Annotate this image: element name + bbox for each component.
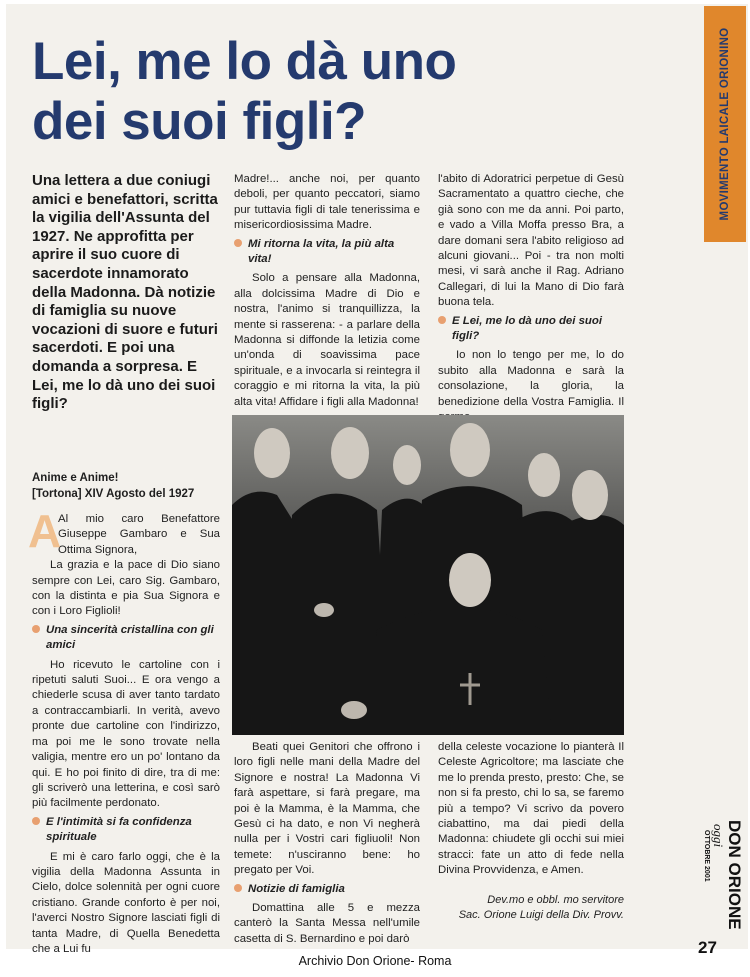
paragraph: Madre!... anche noi, per quanto deboli, per quanto peccatori, siamo pur tuttavia figli di tale tenerissima e misericordiosissima Madre. (234, 173, 420, 232)
column-3-bottom (438, 740, 624, 923)
paragraph: E mi è caro farlo oggi, che è la vigilia della Madonna Assunta in Cielo, dolce solennità per ogni cuore cristiano. Grande conforto è per noi, l'averci Nostro Signore lasciati figli di tanta Madre, di Quella Benedetta che a Lui fu (32, 850, 220, 955)
paragraph: l'abito di Adoratrici perpetue di Gesù Sacramentato a quattro cieche, che già sono con me da anni. Poi parto, e vado a Villa Moffa presso Bra, a dare domani sera l'abito religioso ad alcuni giovani... Poi - tra non molti mesi, vi sarà anche il Rag. Adriano Callegari, di lui la Mano di Dio farà buona tela. (438, 173, 624, 309)
paragraph: Ho ricevuto le cartoline con i ripetuti saluti Suoi... E ora vengo a chiederle scusa di aver tanto tardato a contraccambiarli. In verità, avevo pronte due cartoline con l'indirizzo, ma poi me le sono trovate nella valigia, mentre ero un po' lontano da qui. E ho poi finito di dire, tra di me: gli scriverò una letterina, e così sarò più facilmente perdonato. (32, 658, 220, 810)
article-title (32, 32, 672, 152)
column-3 (438, 172, 624, 426)
salutation: Al mio caro Benefattore Giuseppe Gambaro e Sua Ottima Signora, (58, 513, 220, 556)
drop-cap-letter: A (28, 505, 62, 557)
signature-line-1: Dev.mo e obbl. mo servitore (487, 893, 624, 906)
bullet-icon (234, 884, 242, 892)
intro-text: Una lettera a due coniugi amici e benefattori, scritta la vigilia dell'Assunta del 1927. Ne approfitta per aprire il suo cuore di sacerdote innamorato della Madonna. Dà notizie di famiglia su nuove vocazioni di suore e futuri sacerdoti. E poi una domanda a sorpresa. E Lei, me lo dà uno dei suoi figli? (32, 172, 218, 413)
group-photo (232, 415, 624, 735)
archive-caption: Archivio Don Orione- Roma (298, 954, 452, 968)
paragraph: Solo a pensare alla Madonna, alla dolcissima Madre di Dio e nostra, l'animo si tranquillizza, la mente si rasserena: - a parlare della Madonna si diffonde la letizia come un'onda di soavissima pace spirituale, e a invocarla si reintegra il coraggio e mi ritorna la vita, la più alta vita! Affidare i figli alla Madonna! (234, 272, 420, 408)
subheading (234, 882, 420, 897)
subheading (32, 623, 220, 654)
section-tag (704, 6, 746, 242)
paragraph: della celeste vocazione lo pianterà Il Celeste Agricoltore; ma lasciate che me lo prenda presto, presto: Che, se non si fa presto, chi lo sa, se faremo più a tempo? Vi scrivo da povero ciabattino, ma dai piedi della Madonna: chiudete gli occhi sui miei stracci: fate un atto di fede nella Divina Provvidenza, e Amen. (438, 741, 624, 877)
section-tag-label: MOVIMENTO LAICALE ORIONINO (719, 27, 731, 221)
bullet-icon (32, 625, 40, 633)
drop-cap (28, 505, 62, 557)
paragraph: Io non lo tengo per me, lo do subito alla Madonna e sarà la consolazione, la gloria, la benedizione della Vostra Famiglia. Il (438, 349, 624, 408)
subheading-text: Una sincerità cristallina con gli amici (46, 623, 214, 652)
bullet-icon (32, 817, 40, 825)
page-number: 27 (698, 938, 717, 957)
paragraph: Domattina alle 5 e mezza canterò la Santa Messa nell'umile casetta di S. Bernardino e poi darò (234, 902, 420, 945)
photo-illustration (232, 415, 624, 735)
logo-oggi: oggi (711, 824, 726, 848)
letter-heading-line-2: [Tortona] XIV Agosto del 1927 (32, 488, 195, 500)
paragraph: La grazia e la pace di Dio siano sempre con Lei, caro Sig. Gambaro, con la distinta e pia Sua Signora e con i Loro Figlioli! (32, 559, 220, 618)
letter-heading (32, 470, 222, 502)
title-line-1: Lei, me lo dà uno (32, 32, 457, 91)
bullet-icon (438, 316, 446, 324)
subheading-text: E l'intimità si fa confidenza spirituale (46, 815, 192, 844)
subheading (438, 314, 624, 345)
magazine-logo (686, 808, 746, 930)
paragraph: Beati quei Genitori che offrono i loro figli nelle mani della Madre del Signore e nostra! La Madonna Vi farà aspettare, si farà pregare, ma poi è la Mamma, è la Mamma, che Gesù ci ha dato, e non Vi negherà nulla per i Vostri cari figliuoli! Non temete: n'usciranno bene: ho pregato per Voi. (234, 741, 420, 877)
subheading-text: Notizie di famiglia (248, 882, 345, 895)
bullet-icon (234, 239, 242, 247)
column-1 (28, 505, 220, 957)
logo-date: OTTOBRE 2001 (703, 830, 710, 882)
letter-heading-line-1: Anime e Anime! (32, 472, 119, 484)
column-2-bottom (234, 740, 420, 947)
subheading-text: Mi ritorna la vita, la più alta vita! (248, 237, 395, 266)
subheading (32, 815, 220, 846)
signature-line-2: Sac. Orione Luigi della Div. Provv. (458, 908, 624, 921)
logo-title: DON ORIONE (725, 820, 744, 930)
signature (438, 893, 624, 923)
title-line-2: dei suoi figli? (32, 92, 367, 151)
column-2 (234, 172, 420, 410)
subheading (234, 237, 420, 268)
subheading-text: E Lei, me lo dà uno dei suoi figli? (452, 314, 602, 343)
